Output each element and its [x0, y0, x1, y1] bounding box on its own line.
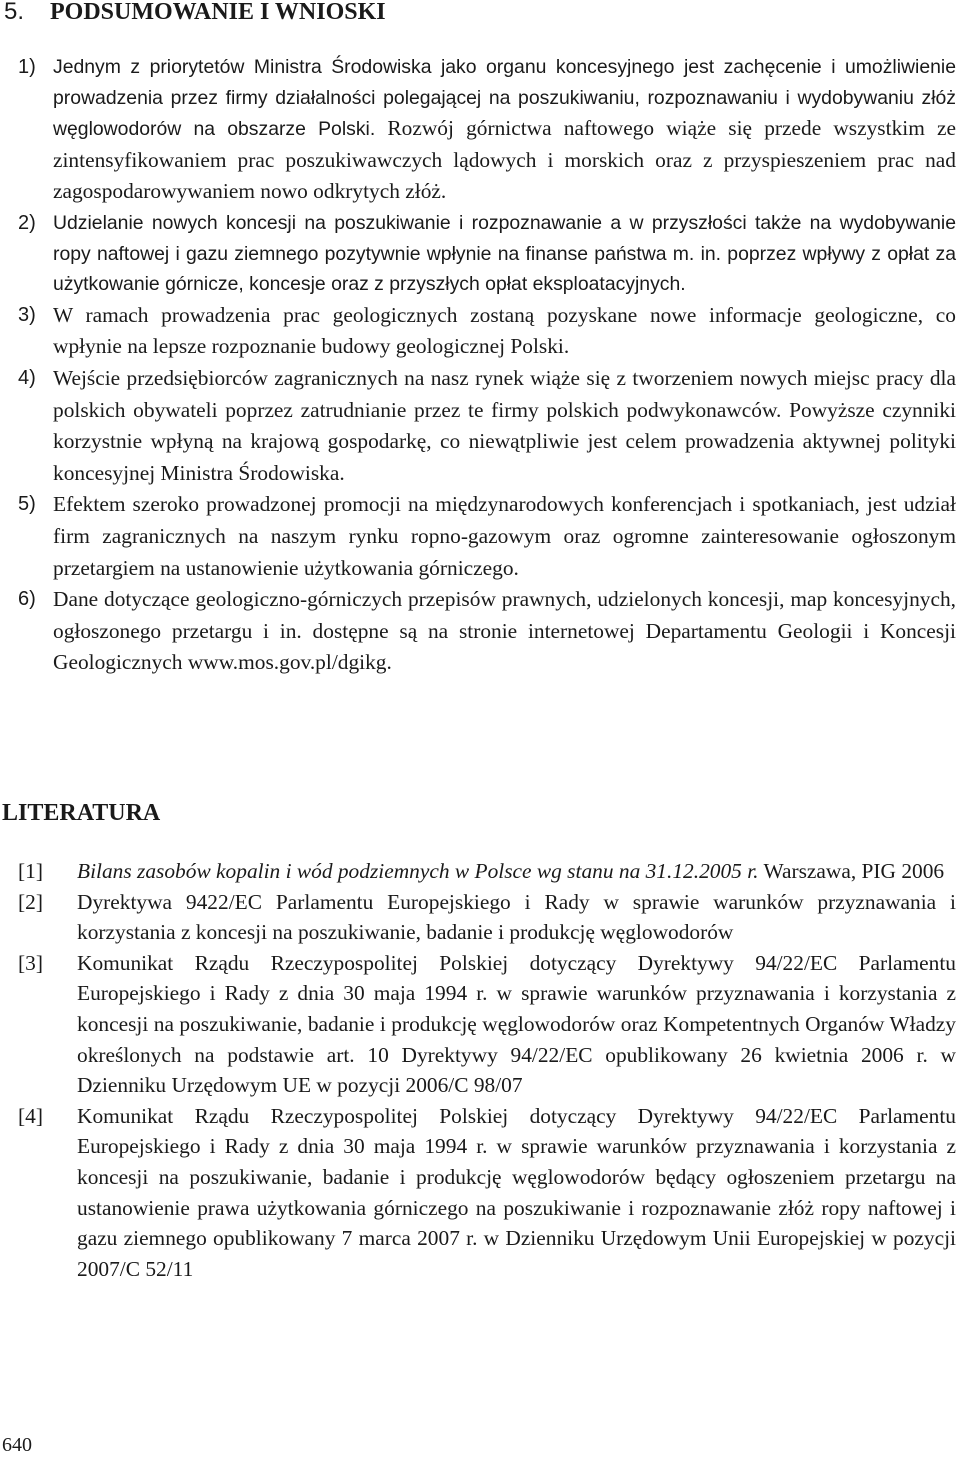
conclusion-marker: 1)	[18, 56, 36, 78]
conclusion-text	[53, 208, 956, 300]
reference-marker: [4]	[18, 1103, 43, 1128]
section-heading	[4, 0, 386, 28]
conclusion-text-part: Efektem szeroko prowadzonej promocji na międzynarodowych konferencjach i spotkaniach, jest udział firm zagranicznych na naszym rynku ropno-gazowym oraz ogromne zainteresowanie ogłoszonym przetargiem na ustanowienie użytkowania górniczego.	[53, 492, 956, 580]
conclusion-text	[53, 52, 956, 208]
reference-item	[18, 887, 956, 948]
reference-item	[18, 948, 956, 1101]
conclusion-marker: 6)	[18, 588, 36, 611]
reference-details: Komunikat Rządu Rzeczypospolitej Polskiej dotyczący Dyrektywy 94/22/EC Parlamentu Europejskiego i Rady z dnia 30 maja 1994 r. w sprawie warunków przyznawania i korzystania z koncesji na poszukiwanie, badanie i produkcję węglowodorów oraz Kompetentnych Organów Władzy określonych na podstawie art. 10 Dyrektywy 94/22/EC opublikowany 26 kwietnia 2006 r. w Dzienniku Urzędowym UE w pozycji 2006/C 98/07	[77, 950, 956, 1098]
conclusion-marker: 2)	[18, 211, 36, 234]
reference-marker: [1]	[18, 859, 43, 883]
conclusion-item	[18, 489, 956, 584]
conclusion-text-part: W ramach prowadzenia prac geologicznych zostaną pozyskane nowe informacje geologiczne, co wpłynie na lepsze rozpoznanie budowy geologicznej Polski.	[53, 302, 956, 359]
reference-text	[77, 1101, 956, 1285]
conclusion-marker: 3)	[18, 303, 36, 326]
conclusion-text-part: Dane dotyczące geologiczno-górniczych przepisów prawnych, udzielonych koncesji, map koncesyjnych, ogłoszonego przetargu i in. dostępne są na stronie internetowej Departamentu Geologii i Koncesji Geologicznych www.mos.gov.pl/dgikg.	[53, 587, 956, 675]
reference-title-italic: Bilans zasobów kopalin i wód podziemnych w Polsce wg stanu na 31.12.2005 r.	[77, 859, 759, 883]
conclusion-text-part: Jednym z priorytetów Ministra Środowiska jako organu koncesyjnego jest zachęcenie i umożliwienie prowadzenia przez firmy działalności polegającej na poszukiwaniu, rozpoznawaniu i wydobywaniu złóż węglowodorów na obszarze Polski.	[53, 56, 956, 141]
conclusion-text	[53, 363, 956, 489]
conclusion-text-part: Rozwój górnictwa naftowego wiąże się przede wszystkim ze zintensyfikowaniem prac poszukiwawczych lądowych i morskich oraz z przyspieszeniem prac nad zagospodarowywaniem nowo odkrytych złóż.	[53, 116, 956, 204]
section-title: PODSUMOWANIE I WNIOSKI	[50, 0, 386, 25]
conclusion-text-part: Wejście przedsiębiorców zagranicznych na nasz rynek wiąże się z tworzeniem nowych miejsc pracy dla polskich obywateli poprzez zatrudnianie przez te firmy polskich podwykonawców. Powyższe czynniki korzystnie wpłyną na krajową gospodarkę, co niewątpliwie jest celem prowadzenia aktywnej polityki koncesyjnej Ministra Środowiska.	[53, 365, 956, 485]
reference-text	[77, 887, 956, 948]
conclusion-text	[53, 584, 956, 679]
conclusion-item	[18, 584, 956, 679]
conclusion-item	[18, 363, 956, 489]
literature-heading: LITERATURA	[2, 800, 161, 826]
reference-marker: [3]	[18, 950, 43, 975]
reference-item	[18, 856, 956, 887]
reference-details: Warszawa, PIG 2006	[758, 859, 945, 883]
conclusion-item	[18, 52, 956, 208]
conclusion-text	[53, 489, 956, 584]
reference-marker: [2]	[18, 889, 43, 914]
conclusions-list	[18, 52, 956, 679]
section-number: 5.	[4, 0, 25, 25]
conclusion-text-part: Udzielanie nowych koncesji na poszukiwanie i rozpoznawanie a w przyszłości także na wydobywanie ropy naftowej i gazu ziemnego pozytywnie wpłynie na finanse państwa m. in. poprzez wpływy z opłat za użytkowanie górnicze, koncesje oraz z przyszłych opłat eksploatacyjnych.	[53, 211, 956, 296]
conclusion-item	[18, 300, 956, 363]
reference-details: Dyrektywa 9422/EC Parlamentu Europejskiego i Rady w sprawie warunków przyznawania i korzystania z koncesji na poszukiwanie, badanie i produkcję węglowodorów	[77, 889, 956, 945]
conclusion-text	[53, 300, 956, 363]
reference-text	[77, 948, 956, 1101]
reference-item	[18, 1101, 956, 1285]
conclusion-marker: 4)	[18, 366, 36, 389]
conclusion-marker: 5)	[18, 493, 36, 516]
conclusion-item	[18, 208, 956, 300]
reference-text	[77, 856, 956, 887]
reference-details: Komunikat Rządu Rzeczypospolitej Polskiej dotyczący Dyrektywy 94/22/EC Parlamentu Europejskiego i Rady z dnia 30 maja 1994 r. w sprawie warunków przyznawania i korzystania z koncesji na poszukiwanie, badanie i produkcję węglowodorów będący ogłoszeniem przetargu na ustanowienie prawa użytkowania górniczego na poszukiwanie i rozpoznawanie złóż ropy naftowej i gazu ziemnego opublikowany 7 marca 2007 r. w Dzienniku Urzędowym Unii Europejskiej w pozycji 2007/C 52/11	[77, 1103, 956, 1281]
references-list	[18, 856, 956, 1284]
page-number: 640	[2, 1434, 32, 1456]
